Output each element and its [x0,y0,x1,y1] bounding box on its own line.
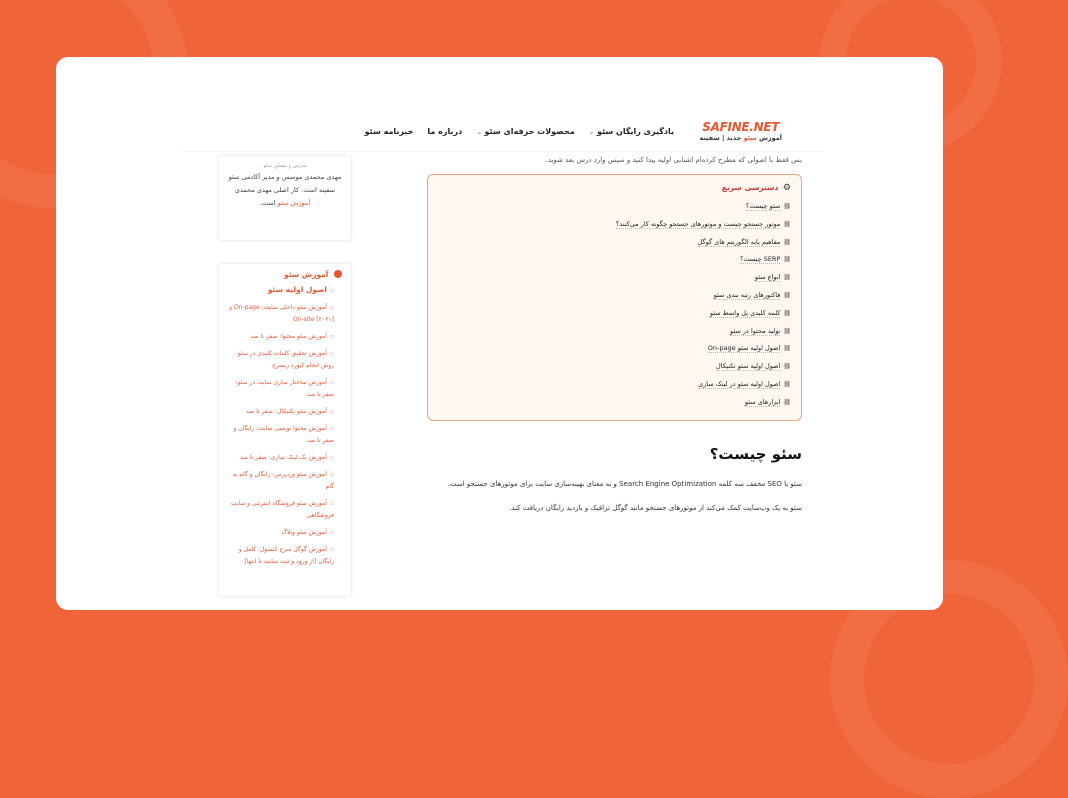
category-link[interactable]: ▫ آموزش سئو فروشگاه اینترنتی و سایت فروشگاهی [228,498,334,522]
category-link[interactable]: ▫ آموزش سئو وردپرس: رایگان و گام به گام [228,469,334,493]
quick-access-item[interactable] [438,234,791,252]
site-header [182,115,822,152]
nav-item-newsletter[interactable]: خبرنامه سئو [364,127,414,136]
paragraph: سئو یا SEO مخفف سه کلمه Search Engine Optimization و به معنای بهینه‌سازی سایت برای موتورهای جستجو است. [447,479,802,488]
quick-access-item-label: اصول اولیه سئو در لینک سازی [698,379,781,388]
nav-item-products[interactable]: محصولات حرفه‌ای سئو ⌄ [476,127,575,136]
category-link[interactable]: ▫ آموزش ساختار سازی سایت در سئو: صفر تا صد [228,377,334,401]
quick-access-item[interactable] [438,340,791,358]
link-icon: ⛓ [783,327,791,335]
quick-access-item[interactable] [438,376,791,394]
link-icon: ⛓ [783,345,791,353]
paragraph: سئو به یک وب‌سایت کمک می‌کند از موتورهای جستجو مانند گوگل ترافیک و بازدید رایگان دریافت کند. [509,503,802,512]
category-link[interactable]: ▫ آموزش سئو داخلی سایت: On-page و On-site [۲۰۲۱] [228,302,334,326]
link-icon: ⛓ [783,203,791,210]
category-link[interactable]: ▫ آموزش سئو تکنیکال: صفر تا صد [228,406,334,418]
category-link[interactable]: ▫ آموزش بک لینک سازی: صفر تا صد [228,452,334,464]
intro-text: بس فقط با اصولی که مطرح کرده‌ام اشنایی اولیه پیدا کنید و سپس وارد درس بعد شوید. [545,156,802,164]
link-icon: ⛓ [783,238,791,246]
link-icon: ⛓ [783,274,791,282]
link-icon: ⛓ [783,398,791,406]
quick-access-item-label: اصول اولیه سئو On-page [707,344,781,353]
quick-access-item[interactable] [438,394,791,412]
quick-access-item-label: سئو چیست؟ [745,202,781,210]
link-icon: ⛓ [783,291,791,299]
nav-item-about[interactable]: درباره ما [427,127,463,136]
category-link[interactable]: ▫ آموزش تحقیق کلمات کلیدی در سئو: روش انجام کیورد ریسرچ [228,348,334,372]
section-heading: سئو چیست؟ [709,444,802,463]
link-icon: ⛓ [783,220,791,228]
quick-access-item[interactable] [438,198,791,216]
quick-access-item-label: اصول اولیه سئو تکنیکال [716,362,781,371]
quick-access-item[interactable] [438,251,791,269]
quick-access-item[interactable] [438,216,791,234]
screenshot-card [56,57,943,610]
sidebar [218,155,352,597]
quick-access-item-label: فاکتورهای رتبه بندی سئو [713,290,781,299]
link-icon: ⛓ [783,363,791,371]
quick-access-item-label: SERP چیست؟ [740,255,781,264]
logo-wordmark: SAFINE.NET [702,120,780,134]
author-bio-link[interactable]: آموزش سئو [277,199,311,207]
quick-access-item-label: مفاهیم پایه الگوریتم های گوگل [697,237,781,246]
bullet-dot-icon [334,270,342,278]
category-link[interactable]: ▫ آموزش سئو محتوا: صفر تا صد [228,331,334,343]
site-logo[interactable] [699,121,782,142]
article-content [427,155,802,523]
quick-access-item-label: ابزارهای سئو [744,397,781,406]
link-icon: ⛓ [783,309,791,317]
gear-icon: ⚙ [782,183,791,193]
category-link-list [228,302,342,568]
category-link[interactable]: ▫ آموزش سئو وبلاگ [228,527,334,539]
quick-access-item-label: کلمه کلیدی پل واسط سئو [709,308,781,317]
nav-item-free-learning[interactable]: یادگیری رایگان سئو ⌄ [589,127,674,136]
quick-access-item-label: تولید محتوا در سئو [730,326,781,335]
author-bio: مهدی محمدی موسس و مدیر آکادمی سئو سفینه است. کار اصلی مهدی محمدی [228,173,342,194]
link-icon: ⛓ [783,256,791,264]
category-box [218,263,352,597]
quick-access-item[interactable] [438,287,791,305]
author-role: مدرس و مشاور سئو [263,163,307,169]
category-link[interactable]: ▫ آموزش محتوا نویسی سایت: رایگان و صفر تا صد [228,423,334,447]
author-box [218,155,352,241]
quick-access-item[interactable] [438,305,791,323]
quick-access-item-label: موتور جستجو چیست و موتورهای جستجو چگونه کار می‌کنند؟ [615,219,781,228]
quick-access-item-label: انواع سئو [754,273,781,282]
category-title[interactable]: آموزش سئو [228,270,342,279]
logo-tagline: آموزش سئو جدید | سفینه [699,134,782,142]
subcategory-title[interactable]: ▫ اصول اولیه سئو [228,285,334,294]
link-icon: ⛓ [783,380,791,388]
quick-access-title: ⚙ دسترسی سریع [721,183,791,193]
quick-access-item[interactable] [438,358,791,376]
quick-access-item[interactable] [438,269,791,287]
author-bio-end: است. [259,199,276,207]
category-link[interactable]: ▫ آموزش گوگل سرچ کنسول: کامل و رایگان [از ورود و ثبت سایت تا انتها] [228,544,334,568]
quick-access-item[interactable] [438,323,791,341]
web-page [182,115,822,565]
main-nav [365,127,674,136]
quick-access-list [438,198,791,412]
quick-access-box [427,174,802,421]
